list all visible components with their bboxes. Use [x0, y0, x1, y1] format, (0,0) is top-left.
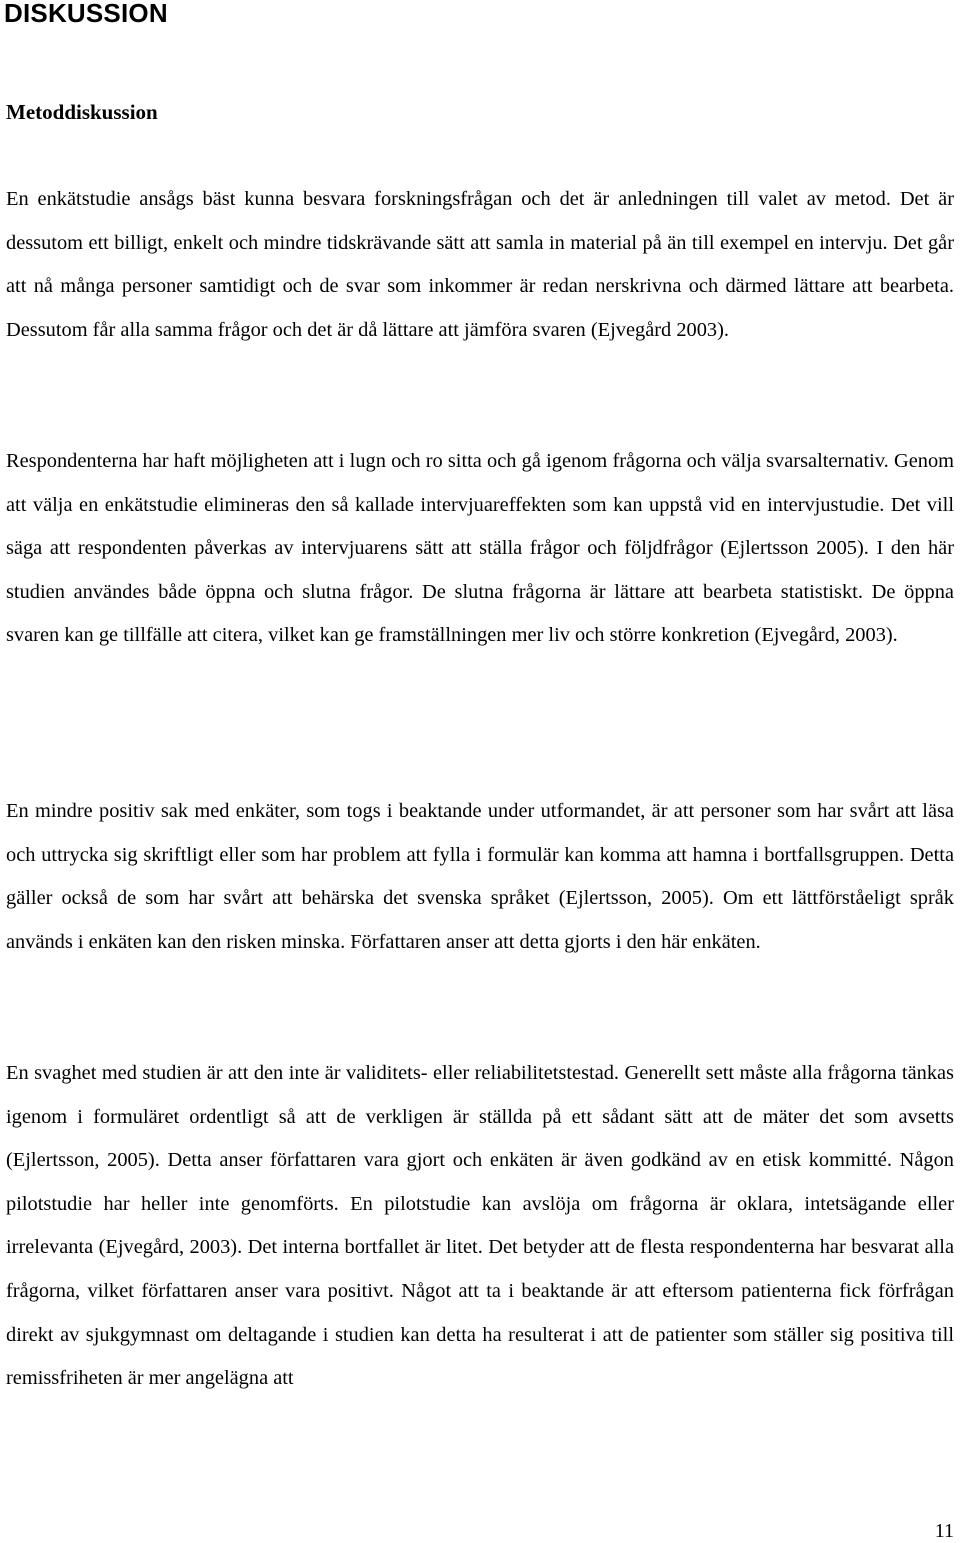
- paragraph-2: Respondenterna har haft möjligheten att i lugn och ro sitta och gå igenom frågorna och välja svarsalternativ. Genom att välja en enkätstudie elimineras den så kallade intervjuareffekten som kan uppstå vid en intervjustudie. Det vill säga att respondenten påverkas av intervjuarens sätt att ställa frågor och följdfrågor (Ejlertsson 2005). I den här studien användes både öppna och slutna frågor. De slutna frågorna är lättare att bearbeta statistiskt. De öppna svaren kan ge tillfälle att citera, vilket kan ge framställningen mer liv och större konkretion (Ejvegård, 2003).: [6, 450, 954, 647]
- page-number: 11: [934, 1520, 954, 1542]
- paragraph-1: En enkätstudie ansågs bäst kunna besvara forskningsfrågan och det är anledningen till valet av metod. Det är dessutom ett billigt, enkelt och mindre tidskrävande sätt att samla in material på än till exempel en intervju. Det går att nå många personer samtidigt och de svar som inkommer är redan nerskrivna och därmed lättare att bearbeta. Dessutom får alla samma frågor och det är då lättare att jämföra svaren (Ejvegård 2003).: [6, 188, 954, 341]
- page-heading: DISKUSSION: [4, 0, 168, 28]
- section-heading: Metoddiskussion: [6, 100, 158, 124]
- paragraph-3: En mindre positiv sak med enkäter, som togs i beaktande under utformandet, är att personer som har svårt att läsa och uttrycka sig skriftligt eller som har problem att fylla i formulär kan komma att hamna i bortfallsgruppen. Detta gäller också de som har svårt att behärska det svenska språket (Ejlertsson, 2005). Om ett lättförståeligt språk används i enkäten kan den risken minska. Författaren anser att detta gjorts i den här enkäten.: [6, 800, 954, 953]
- paragraph-4: En svaghet med studien är att den inte är validitets- eller reliabilitetstestad. Generellt sett måste alla frågorna tänkas igenom i formuläret ordentligt så att de verkligen är ställda på ett sådant sätt att de mäter det som avsetts (Ejlertsson, 2005). Detta anser författaren vara gjort och enkäten är även godkänd av en etisk kommitté. Någon pilotstudie har heller inte genomförts. En pilotstudie kan avslöja om frågorna är oklara, intetsägande eller irrelevanta (Ejvegård, 2003). Det interna bortfallet är litet. Det betyder att de flesta respondenterna har besvarat alla frågorna, vilket författaren anser vara positivt. Något att ta i beaktande är att eftersom patienterna fick förfrågan direkt av sjukgymnast om deltagande i studien kan detta ha resulterat i att de patienter som ställer sig positiva till remissfriheten är mer angelägna att: [6, 1062, 954, 1390]
